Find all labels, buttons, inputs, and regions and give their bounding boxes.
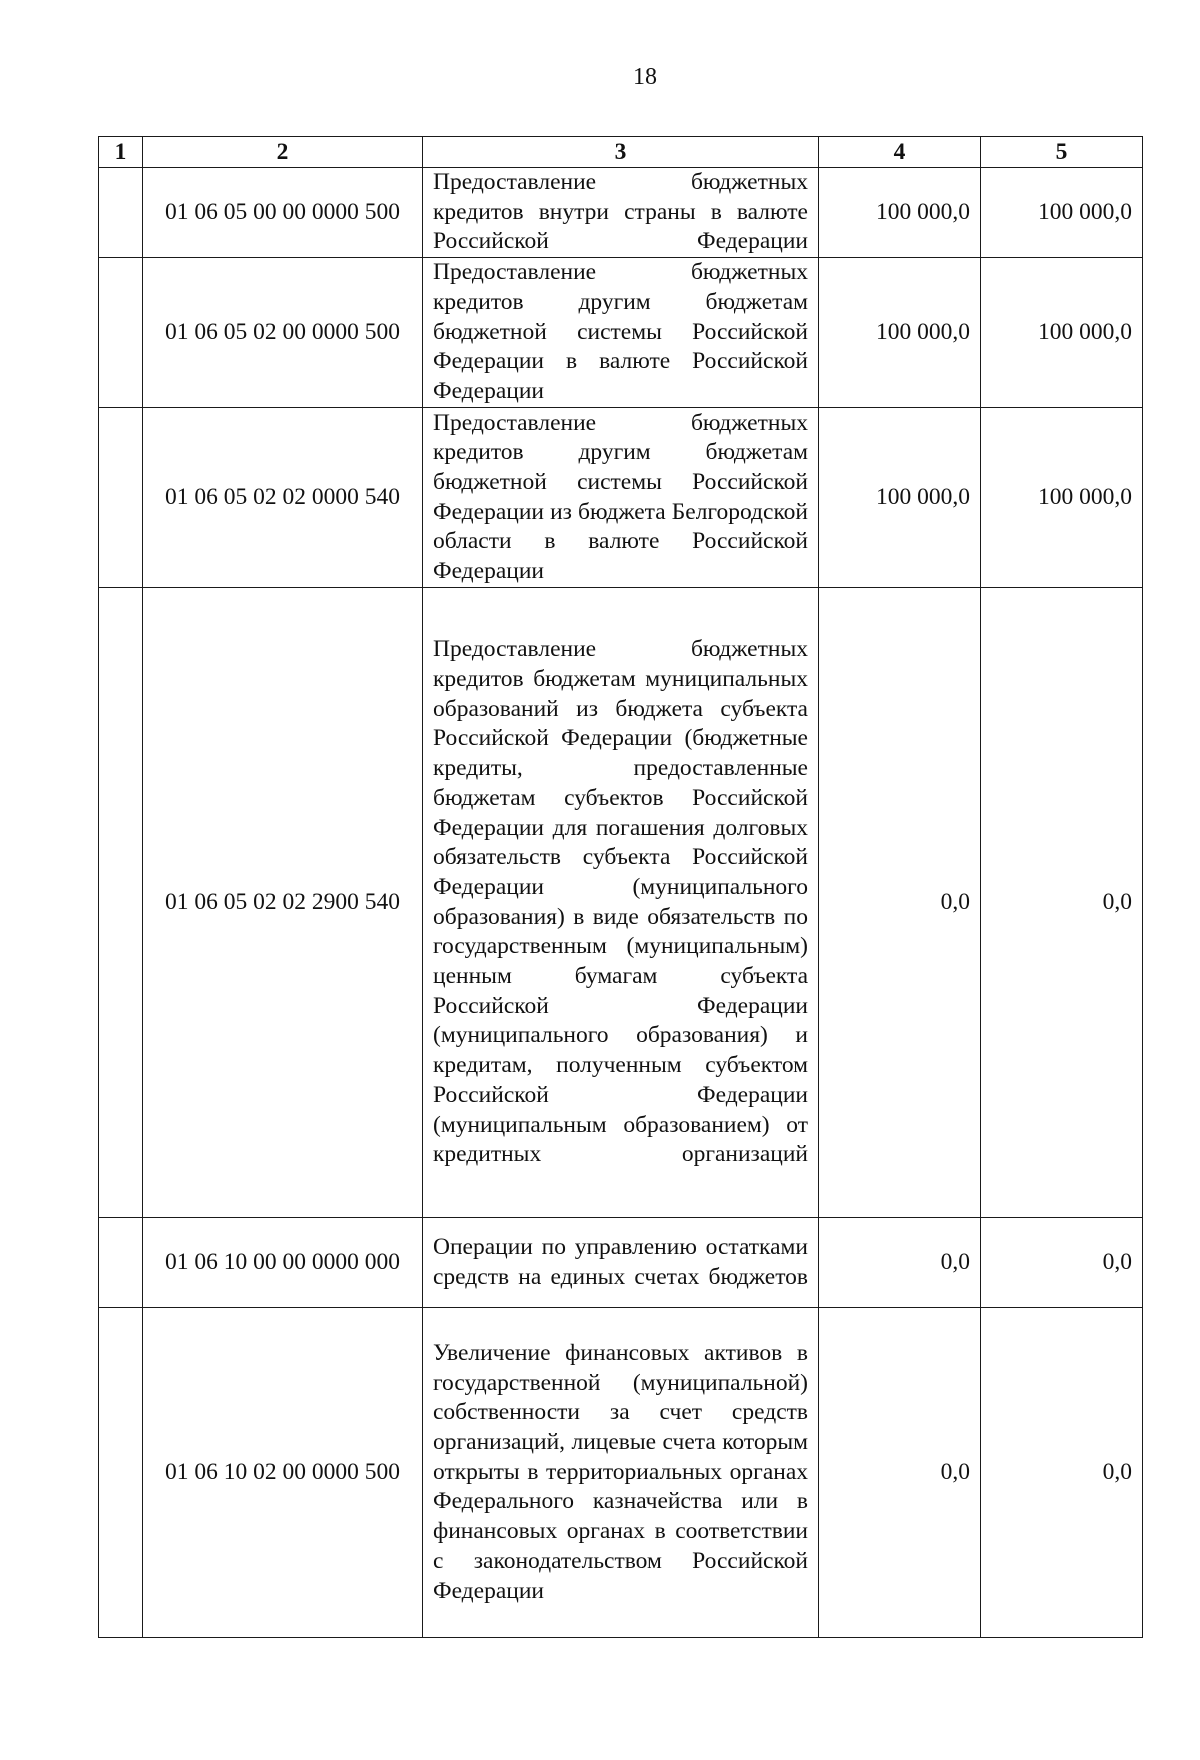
amount-column-5: 100 000,0 [981, 168, 1143, 258]
amount-column-5: 0,0 [981, 1218, 1143, 1308]
table-header-row [99, 137, 1143, 168]
table-row [99, 588, 1143, 1218]
source-name-text: Предоставление бюджетных кредитов бюджетам муниципальных образований из бюджета субъекта Российской Федерации (бюджетные кредиты, предоставленные бюджетам субъектов Российской Федерации для погашения долговых обязательств субъекта Российской Федерации (муниципального образования) в виде обязательств по государственным (муниципальным) ценным бумагам субъекта Российской Федерации (муниципального образования) и кредитам, полученным субъектом Российской Федерации (муниципальным образованием) от кредитных организаций [433, 636, 808, 1168]
table-row [99, 408, 1143, 588]
table-row [99, 1308, 1143, 1638]
source-name-text: Предоставление бюджетных кредитов другим бюджетам бюджетной системы Российской Федерации в валюте Российской Федерации [433, 259, 808, 405]
row-index-cell [99, 258, 143, 408]
row-index-cell [99, 588, 143, 1218]
row-index-cell [99, 1308, 143, 1638]
classification-code: 01 06 10 02 00 0000 500 [143, 1308, 423, 1638]
amount-column-4: 0,0 [819, 1218, 981, 1308]
classification-code: 01 06 05 00 00 0000 500 [143, 168, 423, 258]
source-name [423, 1218, 819, 1308]
source-name [423, 408, 819, 588]
amount-column-5: 0,0 [981, 588, 1143, 1218]
row-index-cell [99, 408, 143, 588]
table-row [99, 1218, 1143, 1308]
amount-column-4: 0,0 [819, 1308, 981, 1638]
source-name [423, 168, 819, 258]
source-name-text: Операции по управлению остатками средств на единых счетах бюджетов [433, 1233, 808, 1290]
source-name-text: Предоставление бюджетных кредитов другим бюджетам бюджетной системы Российской Федерации из бюджета Белгородской области в валюте Российской Федерации [433, 409, 808, 585]
source-name [423, 588, 819, 1218]
source-name [423, 1308, 819, 1638]
classification-code: 01 06 05 02 00 0000 500 [143, 258, 423, 408]
amount-column-5: 0,0 [981, 1308, 1143, 1638]
source-name-text: Предоставление бюджетных кредитов внутри страны в валюте Российской Федерации [433, 169, 808, 255]
amount-column-5: 100 000,0 [981, 408, 1143, 588]
source-name [423, 258, 819, 408]
page-number: 18 [633, 64, 657, 90]
classification-code: 01 06 10 00 00 0000 000 [143, 1218, 423, 1308]
row-index-cell [99, 1218, 143, 1308]
classification-code: 01 06 05 02 02 0000 540 [143, 408, 423, 588]
column-header: 3 [423, 137, 819, 168]
row-index-cell [99, 168, 143, 258]
source-name-text: Увеличение финансовых активов в государственной (муниципальной) собственности за счет средств организаций, лицевые счета которым открыты в территориальных органах Федерального казначейства или в финансовых органах в соответствии с законодательством Российской Федерации [433, 1339, 808, 1604]
amount-column-4: 100 000,0 [819, 408, 981, 588]
amount-column-4: 100 000,0 [819, 168, 981, 258]
budget-sources-table [98, 136, 1143, 1638]
column-header: 2 [143, 137, 423, 168]
amount-column-5: 100 000,0 [981, 258, 1143, 408]
table-row [99, 258, 1143, 408]
classification-code: 01 06 05 02 02 2900 540 [143, 588, 423, 1218]
column-header: 5 [981, 137, 1143, 168]
amount-column-4: 100 000,0 [819, 258, 981, 408]
table-row [99, 168, 1143, 258]
column-header: 1 [99, 137, 143, 168]
amount-column-4: 0,0 [819, 588, 981, 1218]
column-header: 4 [819, 137, 981, 168]
